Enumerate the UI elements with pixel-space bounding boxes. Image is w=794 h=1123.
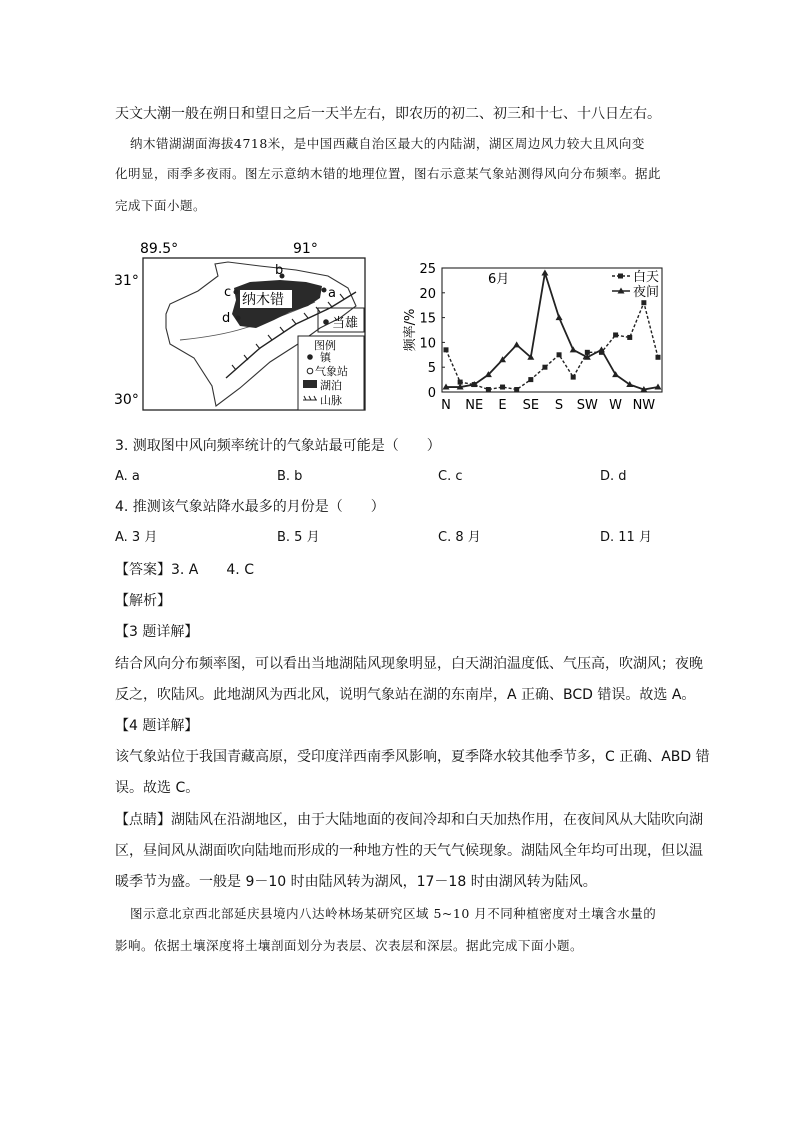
tip-line-2: 区，昼间风从湖面吹向陆地而形成的一种地方性的天气气候现象。湖陆风全年均可出现，但以温 (115, 843, 703, 859)
station-c-label: c (224, 285, 232, 300)
day-point (627, 335, 632, 340)
tip-line-3: 暖季节为盛。一般是 9－10 时由陆风转为湖风，17－18 时由湖风转为陆风。 (115, 874, 597, 890)
x-tick-label: W (609, 398, 623, 413)
station-d-dot (236, 316, 241, 321)
q3-detail-heading: 【3 题详解】 (115, 624, 199, 640)
x-tick-label: E (498, 398, 507, 413)
night-point (541, 269, 548, 275)
lake-label: 纳木错 (242, 292, 284, 308)
q4-detail-line-1: 该气象站位于我国青藏高原，受印度洋西南季风影响，夏季降水较其他季节多，C 正确、ABD 错 (115, 749, 710, 765)
station-a-dot (322, 288, 327, 293)
night-point (513, 341, 520, 347)
answer-line: 【答案】3. A 4. C (115, 562, 254, 578)
day-point (500, 385, 505, 390)
station-b-label: b (275, 263, 284, 278)
intro-line-1: 纳木错湖湖面海拔4718米，是中国西藏自治区最大的内陆湖，湖区周边风力较大且风向变 (130, 136, 645, 151)
map-lat-bottom-label: 30° (114, 392, 139, 408)
q3-detail-line-1: 结合风向分布频率图，可以看出当地湖陆风现象明显，白天湖泊温度低、气压高，吹湖风；夜晚 (115, 656, 703, 672)
y-tick-label: 20 (419, 286, 436, 302)
legend-station: 气象站 (315, 365, 348, 378)
analysis-heading: 【解析】 (115, 593, 171, 609)
town-dot (323, 319, 329, 325)
plot-frame (442, 268, 662, 392)
legend-town: 镇 (320, 351, 331, 364)
legend-mountain: 山脉 (320, 394, 342, 407)
q3-option-c[interactable]: C. c (438, 469, 463, 484)
next-intro-line-2: 影响。依据土壤深度将土壤剖面划分为表层、次表层和深层。据此完成下面小题。 (115, 938, 584, 953)
q4-option-d[interactable]: D. 11 月 (600, 530, 652, 545)
station-d-label: d (222, 311, 231, 326)
y-tick-label: 25 (419, 262, 436, 277)
station-a-label: a (328, 286, 336, 301)
day-point (557, 352, 562, 357)
map-lon-right-label: 91° (293, 241, 318, 257)
map-lon-left-label: 89.5° (140, 241, 179, 257)
legend-title: 图例 (314, 339, 336, 352)
x-tick-label: N (441, 398, 451, 413)
q4-option-c[interactable]: C. 8 月 (438, 530, 481, 545)
wind-frequency-chart (400, 256, 670, 416)
map-lat-top-label: 31° (114, 273, 139, 289)
y-tick-label: 10 (419, 336, 436, 352)
question-4: 4. 推测该气象站降水最多的月份是（ ） (115, 499, 385, 515)
day-point (444, 347, 449, 352)
night-point (655, 384, 662, 390)
chart-title: 6月 (488, 272, 510, 287)
day-point (542, 365, 547, 370)
q3-option-b[interactable]: B. b (277, 469, 303, 484)
x-tick-label: S (554, 398, 564, 413)
night-point (556, 314, 563, 320)
legend-town-symbol (307, 354, 313, 360)
day-point (486, 387, 491, 392)
q4-option-b[interactable]: B. 5 月 (277, 530, 320, 545)
series-line-day (446, 303, 658, 390)
legend-lake: 湖泊 (320, 379, 342, 392)
legend-label-1: 夜间 (633, 285, 660, 300)
q3-option-a[interactable]: A. a (115, 469, 140, 484)
x-tick-label: NE (465, 398, 484, 413)
day-point (528, 377, 533, 382)
y-tick-label: 15 (419, 311, 436, 327)
day-point (656, 355, 661, 360)
q3-detail-line-2: 反之，吹陆风。此地湖风为西北风，说明气象站在湖的东南岸，A 正确、BCD 错误。故选 A。 (115, 687, 696, 703)
intro-line-3: 完成下面小题。 (115, 198, 207, 213)
x-tick-label: SW (576, 398, 598, 413)
night-point (570, 346, 577, 352)
q3-option-d[interactable]: D. d (600, 469, 627, 484)
location-map (110, 236, 375, 416)
intro-line-2: 化明显，雨季多夜雨。图左示意纳木错的地理位置，图右示意某气象站测得风向分布频率。据此 (115, 166, 662, 181)
y-tick-label: 0 (427, 386, 436, 401)
legend-lake-symbol (303, 380, 317, 388)
station-c-dot (234, 290, 239, 295)
legend-label-0: 白天 (633, 270, 660, 285)
x-tick-label: NW (632, 398, 656, 413)
day-point (514, 387, 519, 392)
town-label: 当雄 (332, 316, 359, 331)
day-point (571, 375, 576, 380)
legend-marker-0 (618, 274, 623, 279)
x-tick-label: SE (522, 398, 540, 413)
q4-detail-line-2: 误。故选 C。 (115, 780, 200, 796)
y-axis-label: 频率/% (403, 308, 418, 352)
question-3: 3. 测取图中风向频率统计的气象站最可能是（ ） (115, 438, 441, 454)
next-intro-line-1: 图示意北京西北部延庆县境内八达岭林场某研究区域 5~10 月不同种植密度对土壤含水量的 (130, 906, 657, 921)
day-point (641, 300, 646, 305)
tip-line-1: 【点睛】湖陆风在沿湖地区，由于大陆地面的夜间冷却和白天加热作用，在夜间风从大陆吹向湖 (115, 812, 703, 828)
q4-detail-heading: 【4 题详解】 (115, 718, 199, 734)
q4-option-a[interactable]: A. 3 月 (115, 530, 158, 545)
y-tick-label: 5 (427, 361, 436, 377)
day-point (613, 332, 618, 337)
paragraph-tide: 天文大潮一般在朔日和望日之后一天半左右，即农历的初二、初三和十七、十八日左右。 (115, 106, 661, 122)
